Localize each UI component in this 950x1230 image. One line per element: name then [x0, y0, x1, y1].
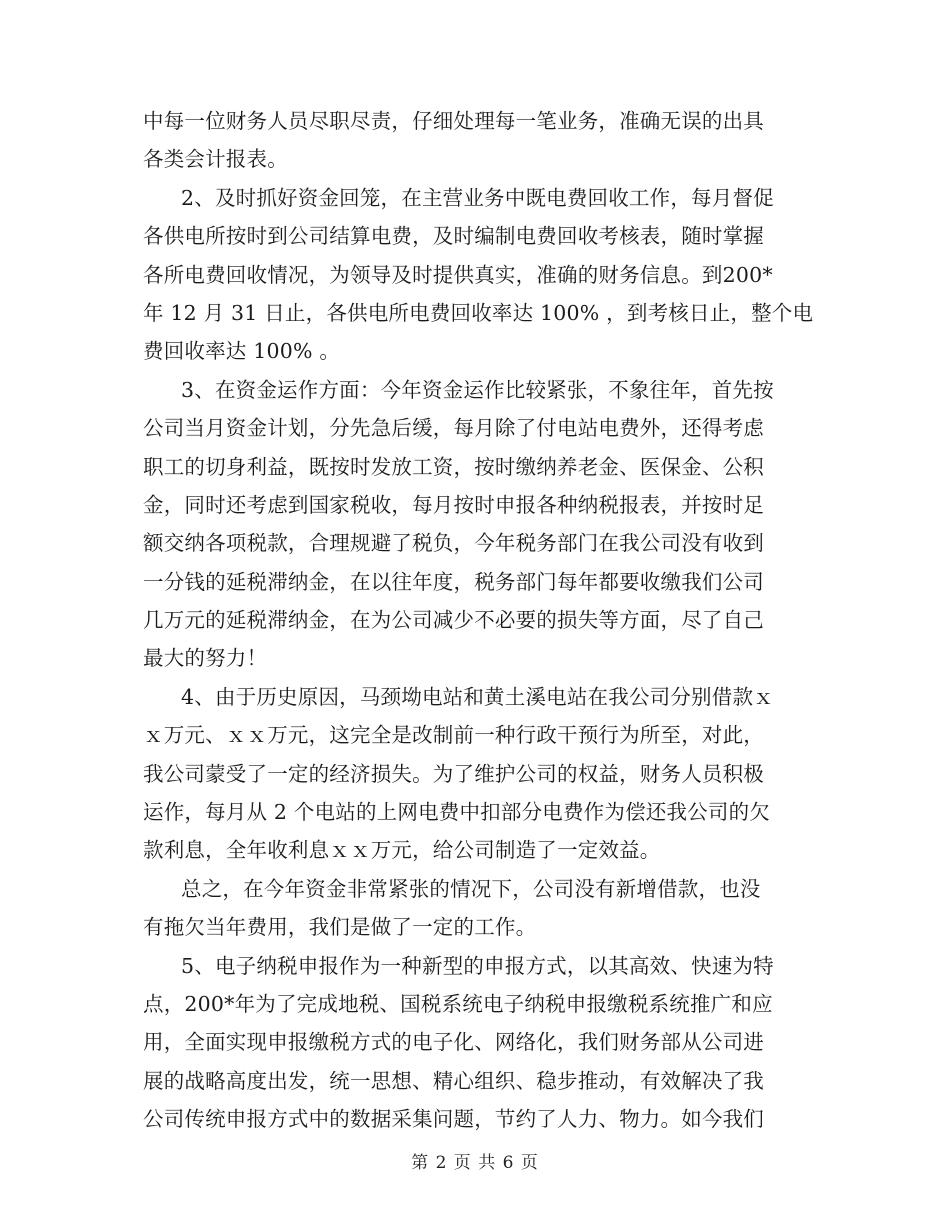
page-number-footer: 第 2 页 共 6 页	[411, 1153, 539, 1173]
paragraph-first-line: 2、及时抓好资金回笼，在主营业务中既电费回收工作，每月督促	[181, 185, 774, 210]
text-line: 有拖欠当年费用，我们是做了一定的工作。	[143, 915, 537, 940]
text-line: 展的战略高度出发，统一思想、精心组织、稳步推动，有效解决了我	[143, 1068, 764, 1093]
text-line: 中每一位财务人员尽职尽责，仔细处理每一笔业务，准确无误的出具	[143, 109, 764, 133]
text-line: 我公司蒙受了一定的经济损失。为了维护公司的权益，财务人员积极	[143, 761, 764, 786]
document-body	[143, 102, 814, 1139]
text-line: 一分钱的延税滞纳金，在以往年度，税务部门每年都要收缴我们公司	[143, 569, 764, 594]
text-line: 各类会计报表。	[143, 147, 288, 172]
text-line: 金，同时还考虑到国家税收，每月按时申报各种纳税报表，并按时足	[143, 492, 764, 517]
text-line: 额交纳各项税款，合理规避了税负，今年税务部门在我公司没有收到	[143, 531, 764, 556]
paragraph-first-line: 总之，在今年资金非常紧张的情况下，公司没有新增借款，也没	[181, 876, 761, 901]
paragraph-first-line: 3、在资金运作方面：今年资金运作比较紧张，不象往年，首先按	[181, 377, 774, 402]
text-line: 各供电所按时到公司结算电费，及时编制电费回收考核表，随时掌握	[143, 224, 764, 249]
text-line: 用，全面实现申报缴税方式的电子化、网络化，我们财务部从公司进	[143, 1030, 764, 1055]
text-line: 年 12 月 31 日止，各供电所电费回收率达 100% ，到考核日止，整个电	[143, 300, 814, 325]
text-line: 职工的切身利益，既按时发放工资，按时缴纳养老金、医保金、公积	[143, 454, 764, 479]
text-line: 几万元的延税滞纳金，在为公司减少不必要的损失等方面，尽了自己	[143, 608, 764, 633]
paragraph-first-line: 5、电子纳税申报作为一种新型的申报方式，以其高效、快速为特	[181, 953, 774, 978]
text-line: 公司传统申报方式中的数据采集问题，节约了人力、物力。如今我们	[143, 1107, 764, 1132]
text-line: 点，200*年为了完成地税、国税系统电子纳税申报缴税系统推广和应	[143, 991, 773, 1016]
text-line: 运作，每月从 2 个电站的上网电费中扣部分电费作为偿还我公司的欠	[143, 800, 770, 825]
text-line: 费回收率达 100% 。	[143, 339, 341, 364]
text-line: ｘ万元、ｘｘ万元，这完全是改制前一种行政干预行为所至，对此，	[143, 723, 764, 748]
paragraph-first-line: 4、由于历史原因，马颈坳电站和黄土溪电站在我公司分别借款ｘ	[181, 684, 774, 709]
text-line: 各所电费回收情况，为领导及时提供真实，准确的财务信息。到200*	[143, 262, 773, 287]
text-line: 最大的努力！	[143, 646, 268, 671]
text-line: 款利息，全年收利息ｘｘ万元，给公司制造了一定效益。	[143, 838, 661, 863]
text-line: 公司当月资金计划，分先急后缓，每月除了付电站电费外，还得考虑	[143, 416, 764, 441]
